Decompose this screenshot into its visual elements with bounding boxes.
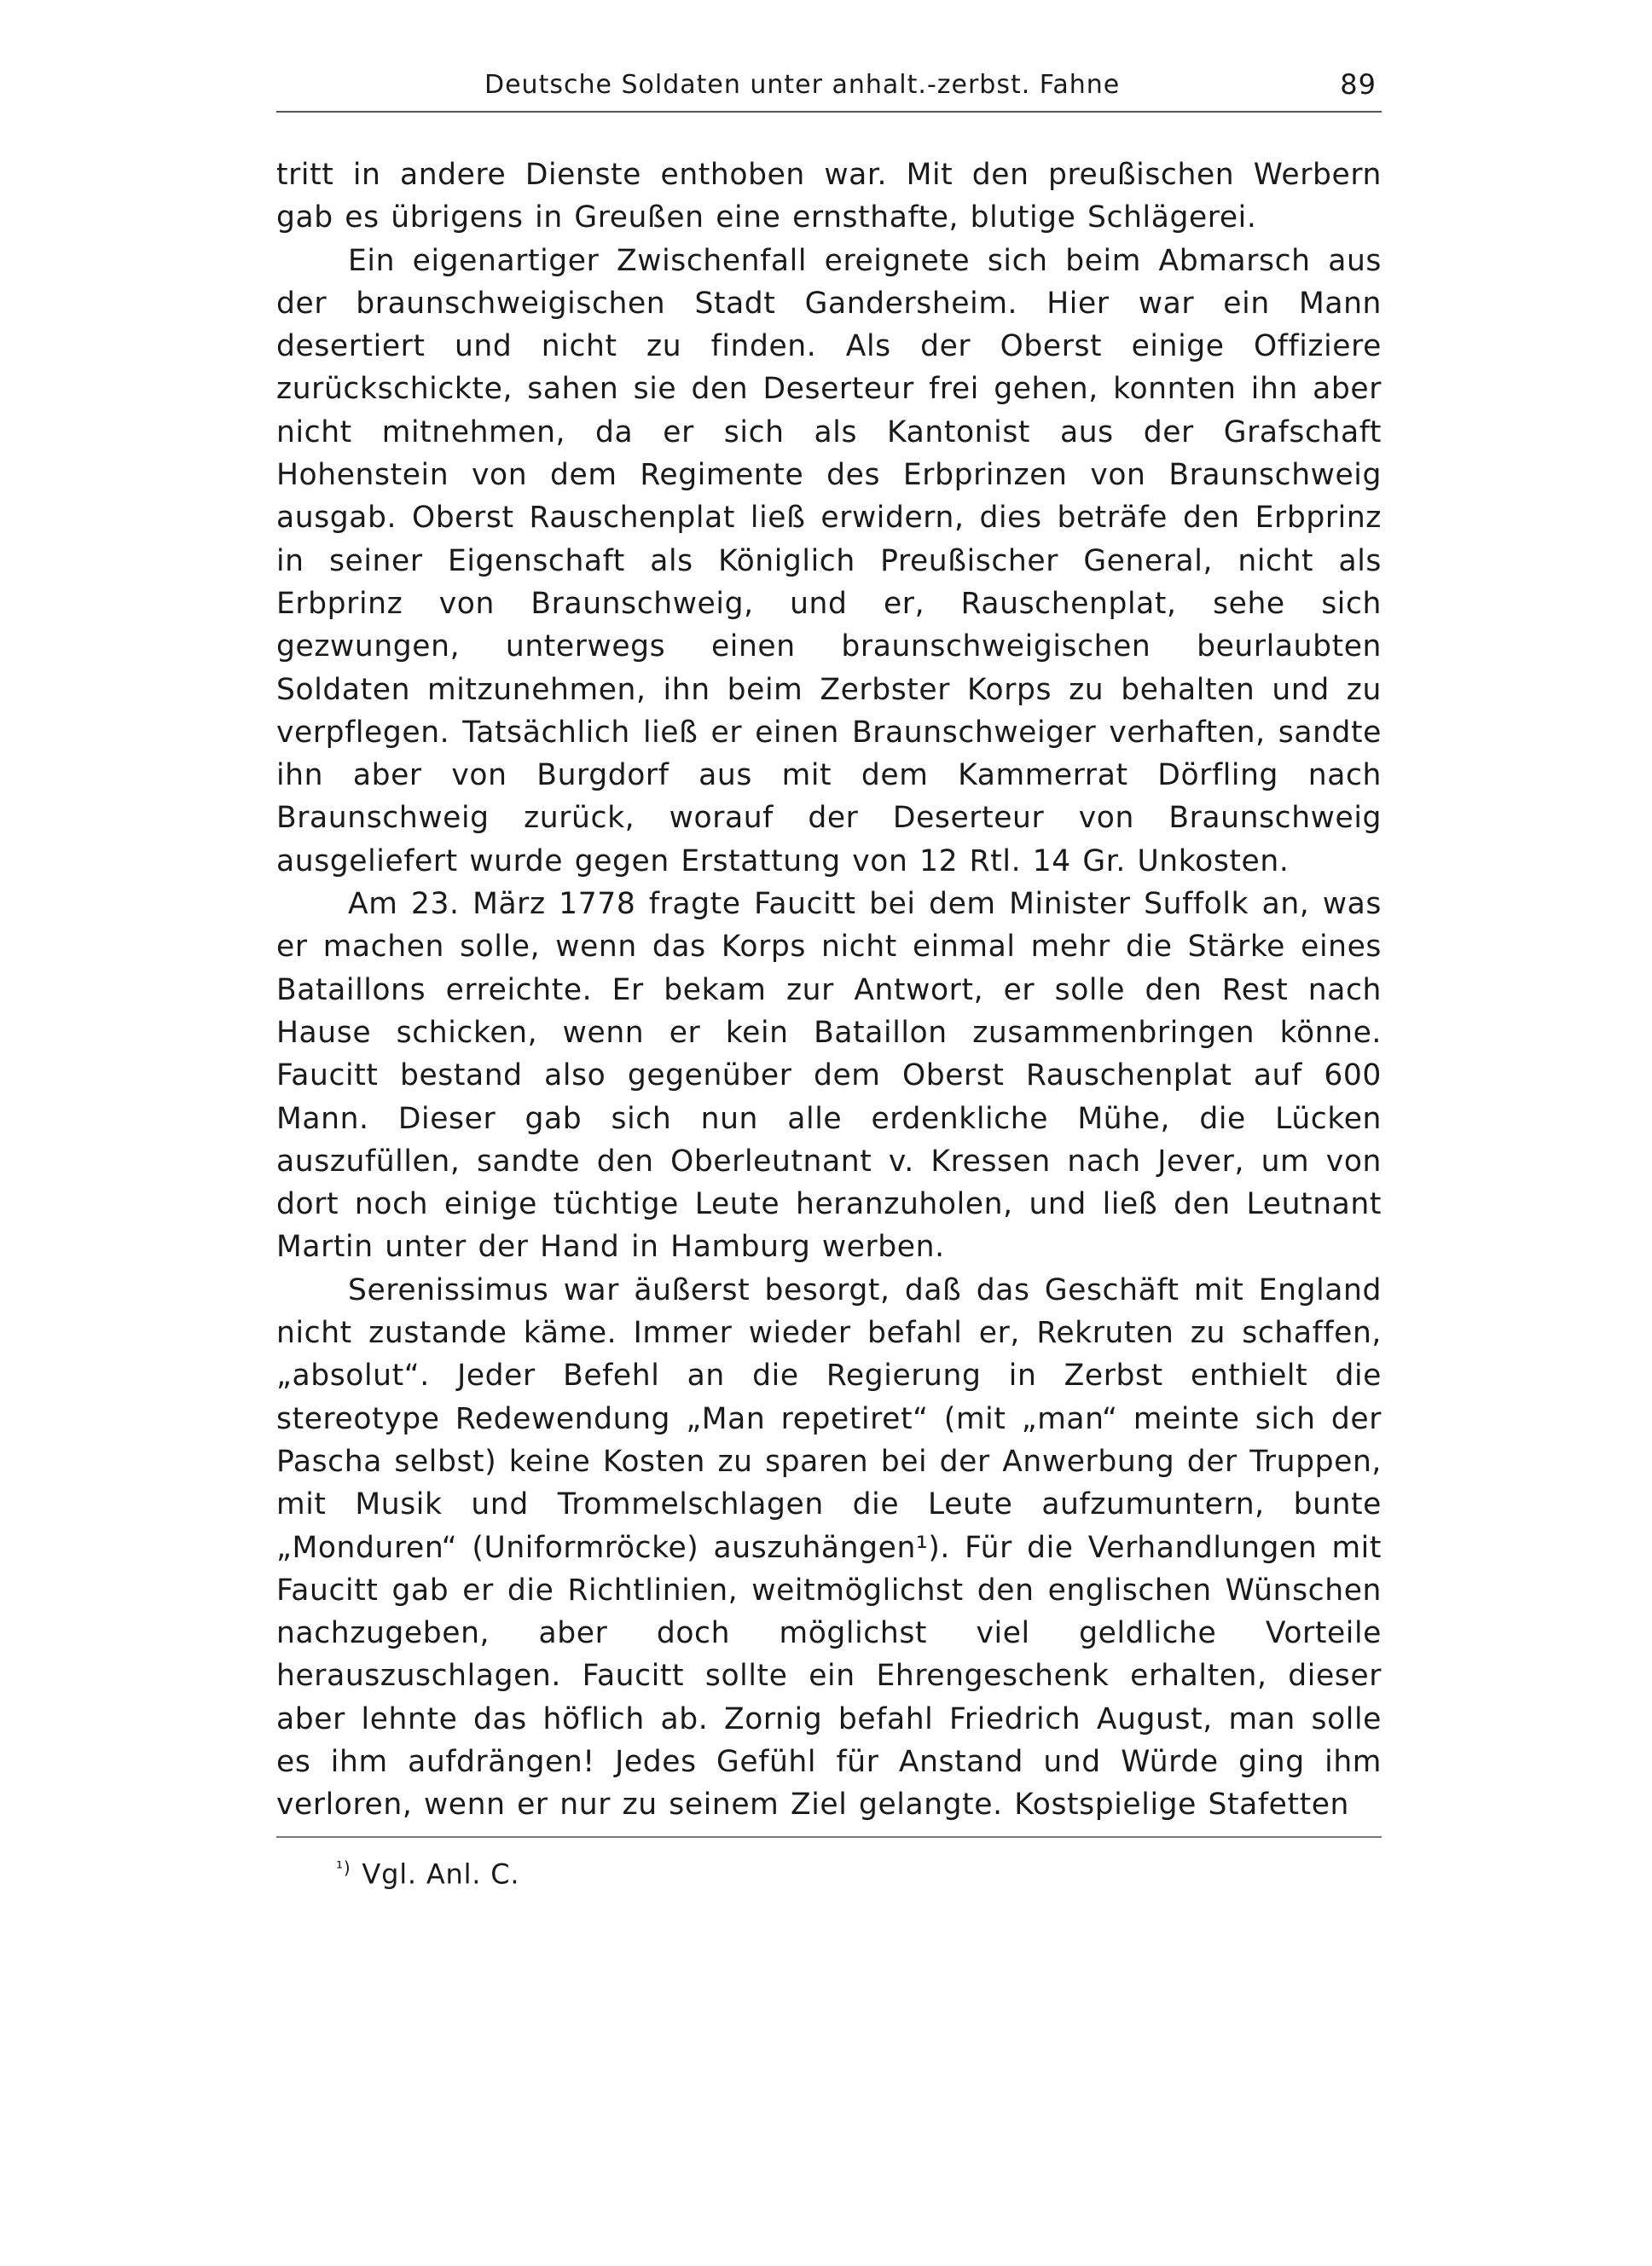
page-number: 89 — [1340, 68, 1377, 101]
running-head — [276, 61, 1385, 113]
running-title: Deutsche Soldaten unter anhalt.-zerbst. Fahne — [484, 70, 1121, 100]
footnote — [336, 1857, 519, 1891]
footnote-marker: ¹) — [336, 1857, 351, 1878]
footnote-text: Vgl. Anl. C. — [362, 1857, 520, 1891]
footnote-rule — [276, 1836, 1382, 1838]
paragraph-gandersheim: Ein eigenartiger Zwischenfall ereignete sich beim Abmarsch aus der braunschweigischen Stadt Gandersheim. Hier war ein Mann desertiert und nicht zu finden. Als der Oberst einige Offiziere zurückschickte, sahen sie den Deserteur frei gehen, konnten ihn aber nicht mitnehmen, da er sich als Kantonist aus der Grafschaft Hohenstein von dem Regimente des Erbprinzen von Braunschweig ausgab. Oberst Rauschenplat ließ erwidern, dies beträfe den Erbprinz in seiner Eigenschaft als Königlich Preußischer General, nicht als Erbprinz von Braunschweig, und er, Rauschenplat, sehe sich gezwungen, unterwegs einen braunschweigischen beurlaubten Soldaten mitzunehmen, ihn beim Zerbster Korps zu behalten und zu verpflegen. Tatsächlich ließ er einen Braunschweiger verhaften, sandte ihn aber von Burgdorf aus mit dem Kammerrat Dörfling nach Braunschweig zurück, worauf der Deserteur von Braunschweig ausgeliefert wurde gegen Erstattung von 12 Rtl. 14 Gr. Unkosten. — [276, 243, 1382, 878]
main-text — [276, 154, 1382, 1827]
paragraph-faucitt: Am 23. März 1778 fragte Faucitt bei dem Minister Suffolk an, was er machen solle, wenn das Korps nicht einmal mehr die Stärke eines Bataillons erreichte. Er bekam zur Antwort, er solle den Rest nach Hause schicken, wenn er kein Bataillon zusammenbringen könne. Faucitt bestand also gegenüber dem Oberst Rauschenplat auf 600 Mann. Dieser gab sich nun alle erdenkliche Mühe, die Lücken auszufüllen, sandte den Oberleutnant v. Kressen nach Jever, um von dort noch einige tüchtige Leute heranzuholen, und ließ den Leutnant Martin unter der Hand in Hamburg werben. — [276, 887, 1382, 1265]
paragraph-serenissimus: Serenissimus war äußerst besorgt, daß das Geschäft mit England nicht zustande käme. Immer wieder befahl er, Rekruten zu schaffen, „absolut“. Jeder Befehl an die Regierung in Zerbst enthielt die stereotype Redewendung „Man repetiret“ (mit „man“ meinte sich der Pascha selbst) keine Kosten zu sparen bei der Anwerbung der Truppen, mit Musik und Trommelschlagen die Leute aufzumuntern, bunte „Monduren“ (Uniformröcke) auszuhängen¹). Für die Verhandlungen mit Faucitt gab er die Richtlinien, weitmöglichst den englischen Wünschen nachzugeben, aber doch möglichst viel geldliche Vorteile herauszuschlagen. Faucitt sollte ein Ehrengeschenk erhalten, dieser aber lehnte das höflich ab. Zornig befahl Friedrich August, man solle es ihm aufdrängen! Jedes Gefühl für Anstand und Würde ging ihm verloren, wenn er nur zu seinem Ziel gelangte. Kostspielige Stafetten — [276, 1272, 1382, 1823]
paragraph-continuation: tritt in andere Dienste enthoben war. Mit den preußischen Werbern gab es übrigens in Greußen eine ernsthafte, blutige Schlägerei. — [276, 158, 1382, 235]
header-rule — [276, 111, 1382, 113]
